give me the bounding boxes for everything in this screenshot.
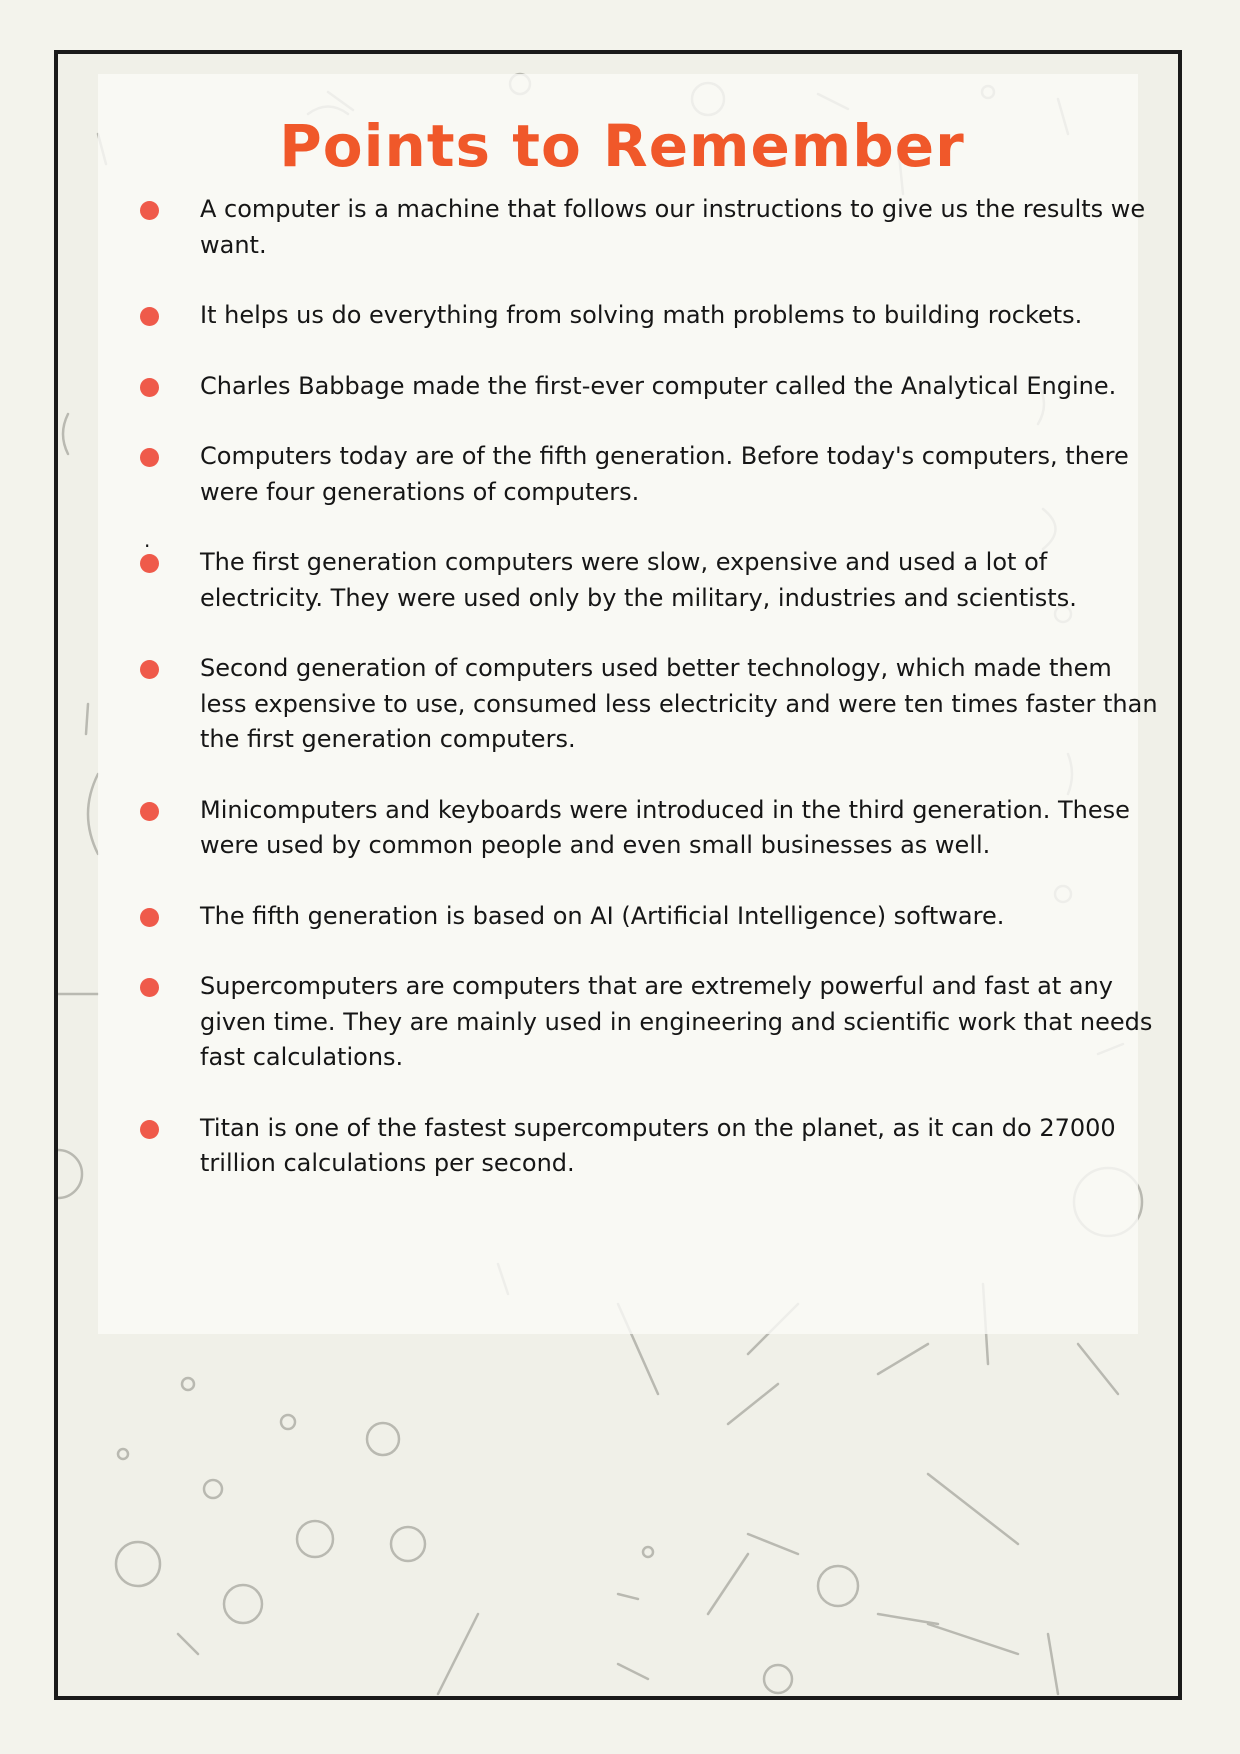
page-frame: [54, 50, 1182, 1700]
point-text: A computer is a machine that follows our instructions to give us the results we want.: [200, 195, 1146, 259]
doodle-line: [928, 1474, 1018, 1544]
bullet-dot-icon: [140, 307, 159, 326]
bullet-dot-icon: [140, 660, 159, 679]
doodle-circle: [643, 1547, 653, 1557]
bullet-dot-icon: [140, 908, 159, 927]
doodle-circle: [224, 1585, 262, 1623]
doodle-circle: [818, 1566, 858, 1606]
doodle-arc: [63, 414, 68, 454]
doodle-line: [878, 1614, 938, 1624]
point-text: Minicomputers and keyboards were introduced in the third generation. These were used by common people and even small businesses as well.: [200, 795, 1130, 859]
stray-mark: .: [144, 528, 151, 552]
point-text: The fifth generation is based on AI (Artificial Intelligence) software.: [200, 901, 1005, 930]
page-title: Points to Remember: [279, 112, 965, 180]
point-text: Supercomputers are computers that are extremely powerful and fast at any given time. They are mainly used in engineering and scientific work that needs fast calculations.: [200, 972, 1153, 1071]
doodle-line: [878, 1344, 928, 1374]
doodle-circle: [281, 1415, 295, 1429]
list-item: [100, 545, 1160, 616]
doodle-arc: [88, 774, 98, 854]
doodle-circle: [764, 1665, 792, 1693]
doodle-circle: [367, 1423, 399, 1455]
bullet-dot-icon: [140, 1120, 159, 1139]
list-item: [100, 793, 1160, 864]
list-item: [100, 192, 1160, 263]
list-item: [100, 1111, 1160, 1182]
list-item: [100, 439, 1160, 510]
doodle-line: [1078, 1344, 1118, 1394]
point-text: Titan is one of the fastest supercomputers on the planet, as it can do 27000 trillion calculations per second.: [200, 1113, 1116, 1177]
doodle-line: [1048, 1634, 1058, 1694]
bullet-dot-icon: [140, 802, 159, 821]
points-list: [100, 192, 1160, 1217]
doodle-line: [438, 1614, 478, 1694]
doodle-line: [748, 1534, 798, 1554]
bullet-dot-icon: [140, 378, 159, 397]
list-item: [100, 298, 1160, 334]
list-item: [100, 969, 1160, 1076]
doodle-line: [618, 1594, 638, 1599]
doodle-circle: [116, 1542, 160, 1586]
doodle-line: [928, 1624, 1018, 1654]
point-text: Charles Babbage made the first-ever computer called the Analytical Engine.: [200, 371, 1117, 400]
doodle-line: [728, 1384, 778, 1424]
bullet-dot-icon: [140, 201, 159, 220]
bullet-dot-icon: [140, 448, 159, 467]
doodle-circle: [391, 1527, 425, 1561]
point-text: Second generation of computers used better technology, which made them less expensive to use, consumed less electricity and were ten times faster than the first generation computers.: [200, 654, 1158, 753]
doodle-circle: [182, 1378, 194, 1390]
point-text: It helps us do everything from solving math problems to building rockets.: [200, 301, 1083, 329]
list-item: [100, 899, 1160, 935]
bullet-dot-icon: [140, 554, 159, 573]
doodle-circle: [204, 1480, 222, 1498]
point-text: Computers today are of the fifth generation. Before today's computers, there were four generations of computers.: [200, 442, 1129, 506]
doodle-circle: [297, 1521, 333, 1557]
doodle-line: [708, 1554, 748, 1614]
bullet-dot-icon: [140, 978, 159, 997]
list-item: [100, 651, 1160, 758]
list-item: [100, 369, 1160, 405]
point-text: The first generation computers were slow, expensive and used a lot of electricity. They were used only by the military, industries and scientists.: [200, 548, 1077, 612]
doodle-circle: [118, 1449, 128, 1459]
doodle-line: [86, 704, 88, 734]
doodle-line: [618, 1664, 648, 1679]
doodle-line: [178, 1634, 198, 1654]
doodle-circle: [58, 1150, 82, 1198]
